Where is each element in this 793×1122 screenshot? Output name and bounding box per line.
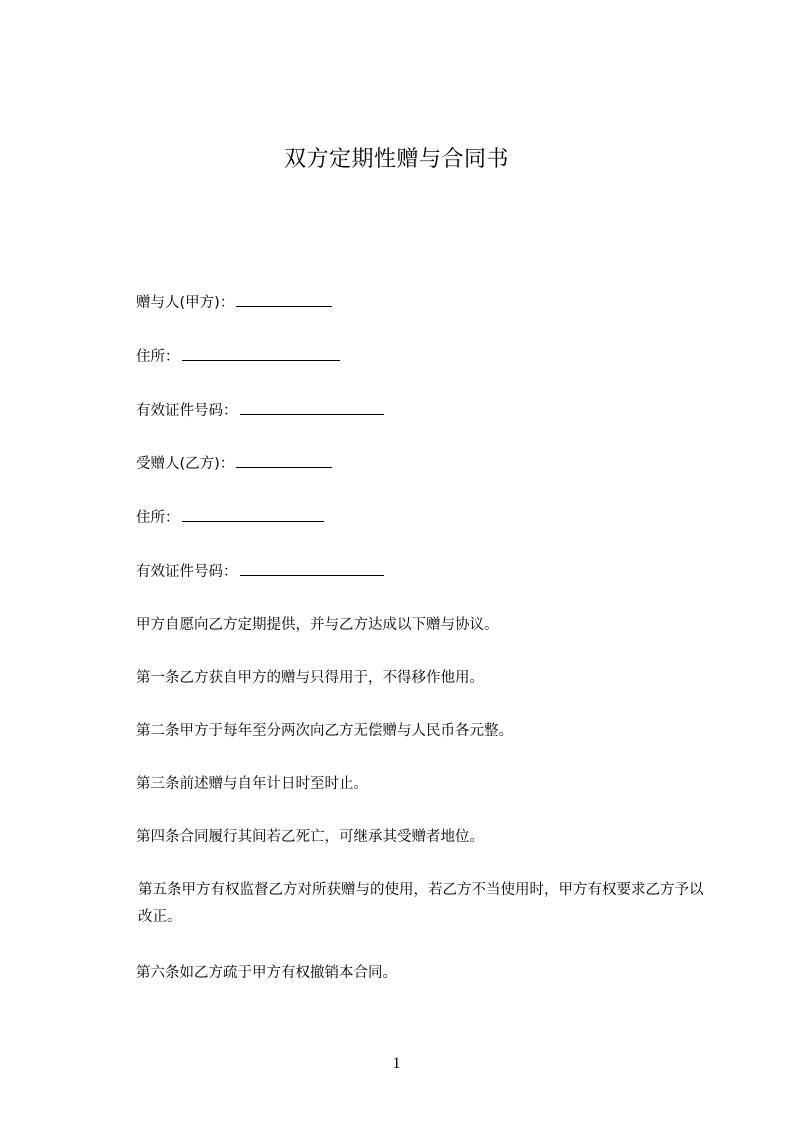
donor-address-field — [136, 345, 340, 366]
article-3: 第三条前述赠与自年计日时至时止。 — [136, 776, 368, 792]
donor-field — [136, 291, 332, 312]
article-5-text: 第五条甲方有权监督乙方对所获赠与的使用，若乙方不当使用时，甲方有权要求乙方予以改正。 — [138, 882, 704, 925]
article-4: 第四条合同履行其间若乙死亡，可继承其受赠者地位。 — [136, 829, 484, 845]
recipient-id-blank — [240, 561, 384, 576]
recipient-blank — [236, 453, 332, 468]
recipient-address-blank — [182, 507, 324, 522]
donor-id-label: 有效证件号码： — [136, 403, 238, 419]
donor-address-blank — [182, 346, 340, 361]
page-number: 1 — [392, 1055, 401, 1072]
article-2: 第二条甲方于每年至分两次向乙方无偿赠与人民币各元整。 — [136, 723, 513, 739]
recipient-id-field — [136, 560, 384, 581]
donor-label: 赠与人(甲方)： — [136, 295, 235, 311]
article-1: 第一条乙方获自甲方的赠与只得用于，不得移作他用。 — [136, 670, 484, 686]
recipient-address-label: 住所： — [136, 510, 180, 526]
document-title: 双方定期性赠与合同书 — [283, 147, 509, 172]
intro-paragraph: 甲方自愿向乙方定期提供，并与乙方达成以下赠与协议。 — [136, 617, 499, 633]
donor-address-label: 住所： — [136, 349, 180, 365]
donor-id-blank — [240, 400, 384, 415]
article-6: 第六条如乙方疏于甲方有权撤销本合同。 — [136, 965, 397, 981]
article-5 — [104, 877, 704, 931]
donor-id-field — [136, 399, 384, 420]
donor-blank — [236, 292, 332, 307]
recipient-label: 受赠人(乙方)： — [136, 456, 235, 472]
recipient-address-field — [136, 506, 324, 527]
recipient-field — [136, 452, 332, 473]
recipient-id-label: 有效证件号码： — [136, 564, 238, 580]
